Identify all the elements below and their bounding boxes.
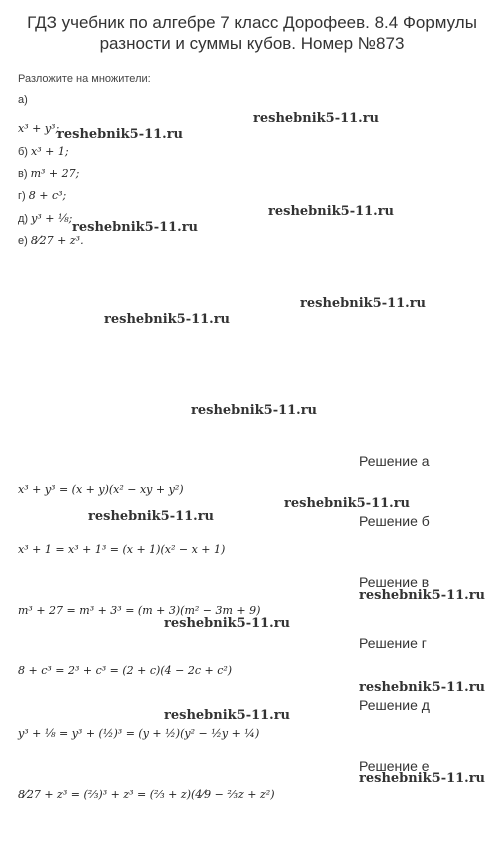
task-item-expr: 8 + c³; [28,189,67,202]
task-item-label: б) [18,146,28,158]
watermark: reshebnik5-11.ru [359,680,486,695]
task-item-d [18,212,72,225]
solution-formula-a: x³ + y³ = (x + y)(x² − xy + y²) [18,483,184,496]
page-title-line-2: разности и суммы кубов. Номер №873 [99,34,405,53]
watermark: reshebnik5-11.ru [359,771,486,786]
watermark: reshebnik5-11.ru [284,496,411,511]
task-item-label: г) [18,190,26,202]
watermark: reshebnik5-11.ru [268,204,395,219]
solution-heading-b: Решение б [359,513,430,529]
task-item-label: е) [18,235,28,247]
solution-heading-a: Решение а [359,453,430,469]
task-item-g [18,189,66,202]
solution-formula-b: x³ + 1 = x³ + 1³ = (x + 1)(x² − x + 1) [18,543,226,556]
task-instruction: Разложите на множители: [18,73,151,85]
page-title-line-1: ГДЗ учебник по алгебре 7 класс Дорофеев. 8.4 Формулы [27,13,477,32]
task-item-expr: y³ + ⅛; [31,212,73,225]
task-item-expr: 8⁄27 + z³. [30,234,84,247]
task-item-label: в) [18,168,28,180]
task-item-b [18,145,69,158]
solution-formula-g: 8 + c³ = 2³ + c³ = (2 + c)(4 − 2c + c²) [18,664,233,677]
solution-formula-d: y³ + ⅛ = y³ + (½)³ = (y + ½)(y² − ½y + ¼) [18,727,260,740]
solution-heading-e: Решение е [359,758,430,774]
solution-heading-g: Решение г [359,635,427,651]
watermark: reshebnik5-11.ru [164,616,291,631]
watermark: reshebnik5-11.ru [72,220,199,235]
watermark: reshebnik5-11.ru [164,708,291,723]
task-item-label-a: а) [18,94,28,106]
task-item-v [18,167,79,180]
page-title [0,12,504,54]
solution-heading-v: Решение в [359,574,430,590]
watermark: reshebnik5-11.ru [359,588,486,603]
watermark: reshebnik5-11.ru [104,312,231,327]
watermark: reshebnik5-11.ru [88,509,215,524]
task-item-e [18,234,84,247]
watermark: reshebnik5-11.ru [191,403,318,418]
task-item-expr: x³ + 1; [31,145,69,158]
task-item-expr-a: x³ + y³; [18,122,60,135]
solution-formula-e: 8⁄27 + z³ = (⅔)³ + z³ = (⅔ + z)(4⁄9 − ⅔z + z²) [18,788,275,801]
solution-formula-v: m³ + 27 = m³ + 3³ = (m + 3)(m² − 3m + 9) [18,604,261,617]
task-item-label: д) [18,213,29,225]
watermark: reshebnik5-11.ru [57,127,184,142]
task-item-expr: m³ + 27; [30,167,80,180]
watermark: reshebnik5-11.ru [253,111,380,126]
solution-heading-d: Решение д [359,697,430,713]
watermark: reshebnik5-11.ru [300,296,427,311]
